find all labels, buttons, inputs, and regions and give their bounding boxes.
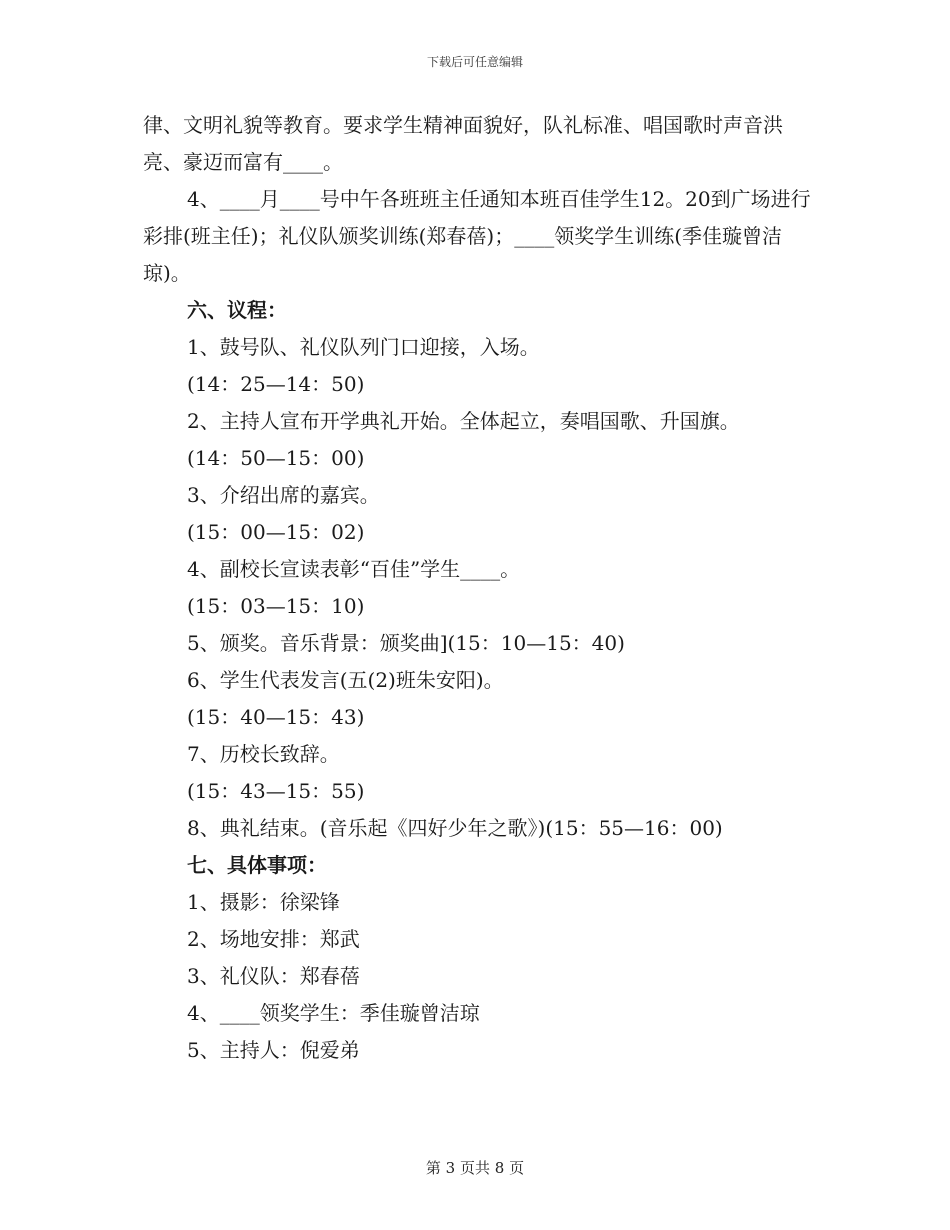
agenda-item: 1、鼓号队、礼仪队列门口迎接，入场。 (187, 335, 540, 359)
agenda-item: 3、介绍出席的嘉宾。 (187, 483, 380, 507)
agenda-item: 8、典礼结束。(音乐起《四好少年之歌》)(15：55—16：00) (187, 816, 723, 840)
task-item: 3、礼仪队：郑春蓓 (187, 964, 360, 988)
section-heading: 七、具体事项： (187, 853, 327, 877)
document-body (143, 107, 813, 1069)
task-item: 5、主持人：倪爱弟 (187, 1038, 360, 1062)
agenda-time: (15：40—15：43) (187, 705, 365, 729)
agenda-item: 6、学生代表发言(五(2)班朱安阳)。 (187, 668, 504, 692)
section-heading: 六、议程： (187, 298, 287, 322)
agenda-time: (15：43—15：55) (187, 779, 365, 803)
agenda-item: 7、历校长致辞。 (187, 742, 340, 766)
task-item: 1、摄影：徐梁锋 (187, 890, 340, 914)
agenda-time: (14：50—15：00) (187, 446, 365, 470)
paragraph: 律、文明礼貌等教育。要求学生精神面貌好，队礼标准、唱国歌时声音洪亮、豪迈而富有____。 (143, 113, 783, 174)
task-item: 4、____领奖学生：季佳璇曾洁琼 (187, 1001, 480, 1025)
agenda-item: 5、颁奖。音乐背景：颁奖曲](15：10—15：40) (187, 631, 625, 655)
agenda-time: (15：00—15：02) (187, 520, 365, 544)
agenda-time: (14：25—14：50) (187, 372, 365, 396)
paragraph: 4、____月____号中午各班班主任通知本班百佳学生12。20到广场进行彩排(班主任)；礼仪队颁奖训练(郑春蓓)；____领奖学生训练(季佳璇曾洁琼)。 (143, 187, 811, 285)
task-item: 2、场地安排：郑武 (187, 927, 360, 951)
agenda-time: (15：03—15：10) (187, 594, 365, 618)
page-footer: 第 3 页共 8 页 (425, 1159, 525, 1177)
page-header: 下载后可任意编辑 (426, 55, 523, 69)
agenda-item: 2、主持人宣布开学典礼开始。全体起立，奏唱国歌、升国旗。 (187, 409, 740, 433)
agenda-item: 4、副校长宣读表彰“百佳”学生____。 (187, 557, 521, 581)
